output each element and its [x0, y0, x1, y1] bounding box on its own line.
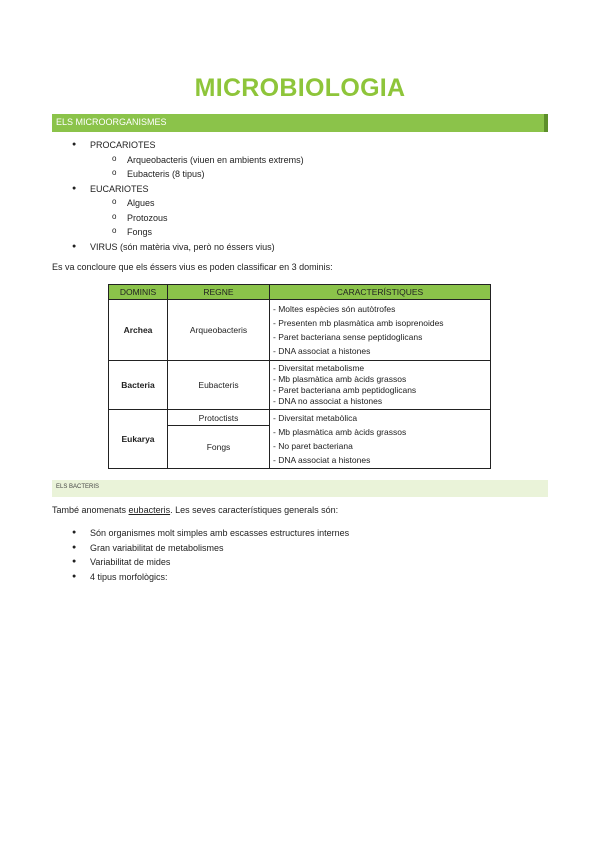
table-row-eukarya	[109, 410, 491, 426]
list-item: o Arqueobacteris (viuen en ambients extrems)	[72, 153, 304, 168]
intro-paragraph: Es va concloure que els éssers vius es poden classificar en 3 dominis:	[52, 262, 333, 272]
list-item: o Protozous	[72, 211, 304, 226]
table-header-row	[109, 285, 491, 300]
list-item: o Fongs	[72, 225, 304, 240]
text-span: També anomenats	[52, 505, 129, 515]
features-cell	[270, 410, 491, 469]
underlined-term: eubacteris	[128, 505, 171, 515]
domains-table	[108, 284, 491, 469]
section-header-label: ELS BACTERIS	[56, 484, 100, 490]
feature-line: - Paret bacteriana amb peptidoglicans	[273, 385, 417, 395]
feature-line: - Diversitat metabolisme	[273, 363, 365, 373]
domain-cell: Bacteria	[109, 361, 168, 410]
kingdom-cell: Protoctists	[168, 410, 270, 426]
feature-line: - No paret bacteriana	[273, 441, 353, 451]
header-dominis: DOMINIS	[109, 285, 168, 300]
header-caracteristiques: CARACTERÍSTIQUES	[270, 285, 491, 300]
text-span: . Les seves característiques generals són:	[170, 505, 339, 515]
list-item: o Algues	[72, 196, 304, 211]
feature-line: - DNA associat a histones	[273, 346, 371, 356]
list-item: ● Són organismes molt simples amb escasses estructures internes	[72, 526, 349, 541]
kingdom-cell: Arqueobacteris	[168, 300, 270, 361]
feature-line: - Mb plasmàtica amb àcids grassos	[273, 427, 407, 437]
domain-cell: Eukarya	[109, 410, 168, 469]
feature-line: - DNA no associat a histones	[273, 396, 383, 406]
organism-list	[72, 138, 304, 254]
bacteria-characteristics-list	[72, 526, 349, 584]
list-item: ● EUCARIOTES	[72, 182, 304, 197]
feature-line: - DNA associat a histones	[273, 455, 371, 465]
feature-line: - Mb plasmàtica amb àcids grassos	[273, 374, 407, 384]
bacteria-intro-paragraph	[52, 505, 338, 515]
feature-line: - Diversitat metabòlica	[273, 413, 358, 423]
kingdom-cell: Fongs	[168, 426, 270, 469]
list-item: ● Variabilitat de mides	[72, 555, 349, 570]
feature-line: - Moltes espècies són autòtrofes	[273, 304, 396, 314]
features-cell	[270, 361, 491, 410]
page-title: MICROBIOLOGIA	[194, 74, 406, 102]
section-header-bacteris	[52, 480, 548, 497]
list-item: ● VIRUS (són matèria viva, però no éssers vius)	[72, 240, 304, 255]
table-row-bacteria	[109, 361, 491, 410]
list-item: ● 4 tipus morfològics:	[72, 570, 349, 585]
section-header-microorganismes	[52, 114, 548, 132]
table-row-archea	[109, 300, 491, 361]
list-item: ● Gran variabilitat de metabolismes	[72, 541, 349, 556]
header-regne: REGNE	[168, 285, 270, 300]
domain-cell: Archea	[109, 300, 168, 361]
kingdom-cell: Eubacteris	[168, 361, 270, 410]
list-item: ● PROCARIOTES	[72, 138, 304, 153]
features-cell	[270, 300, 491, 361]
feature-line: - Paret bacteriana sense peptidoglicans	[273, 332, 423, 342]
list-item: o Eubacteris (8 tipus)	[72, 167, 304, 182]
feature-line: - Presenten mb plasmàtica amb isoprenoides	[273, 318, 444, 328]
section-header-label: ELS MICROORGANISMES	[56, 117, 167, 127]
